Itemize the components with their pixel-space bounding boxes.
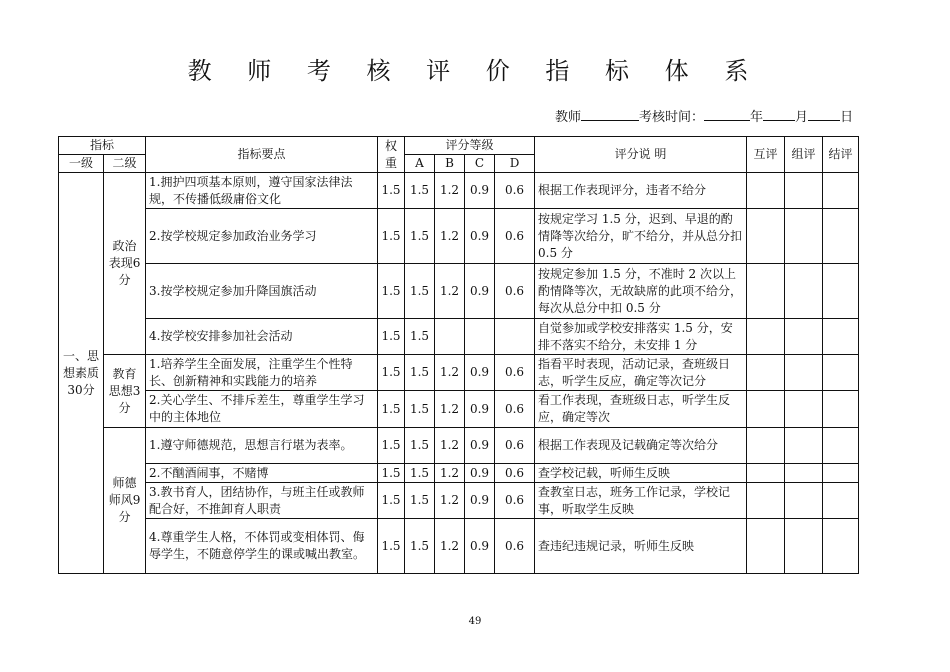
explain-cell: 按规定参加 1.5 分，不准时 2 次以上酌情降等次，无故缺席的此项不给分，每次从总分中扣 0.5 分 — [535, 264, 747, 319]
grade-a-cell: 1.5 — [405, 173, 435, 209]
page-number: 49 — [468, 616, 482, 627]
table-row — [59, 483, 859, 519]
grade-a-cell: 1.5 — [405, 428, 435, 464]
year-blank — [704, 108, 750, 121]
group-review-cell[interactable] — [785, 319, 823, 355]
group-review-cell[interactable] — [785, 391, 823, 428]
weight-cell: 1.5 — [378, 264, 405, 319]
grade-d-cell: 0.6 — [495, 519, 535, 574]
final-review-cell[interactable] — [823, 173, 859, 209]
grade-a-cell: 1.5 — [405, 391, 435, 428]
group-review-cell[interactable] — [785, 483, 823, 519]
grade-d-cell: 0.6 — [495, 209, 535, 264]
grade-d-cell: 0.6 — [495, 355, 535, 391]
grade-b-cell: 1.2 — [435, 391, 465, 428]
key-point: 1.拥护四项基本原则，遵守国家法律法规，不传播低级庸俗文化 — [146, 173, 378, 209]
table-row — [59, 209, 859, 264]
final-review-cell[interactable] — [823, 355, 859, 391]
weight-cell: 1.5 — [378, 209, 405, 264]
assessment-meta — [555, 108, 853, 126]
header-peer-review: 互评 — [747, 137, 785, 173]
key-point: 4.按学校安排参加社会活动 — [146, 319, 378, 355]
grade-a-cell: 1.5 — [405, 483, 435, 519]
grade-b-cell: 1.2 — [435, 209, 465, 264]
key-point: 2.按学校规定参加政治业务学习 — [146, 209, 378, 264]
weight-cell: 1.5 — [378, 464, 405, 483]
table-row — [59, 319, 859, 355]
level2-category: 师德师风9分 — [104, 428, 146, 574]
explain-cell: 查教室日志，班务工作记录，学校记事，听取学生反映 — [535, 483, 747, 519]
grade-c-cell: 0.9 — [465, 519, 495, 574]
explain-cell: 根据工作表现及记载确定等次给分 — [535, 428, 747, 464]
day-blank — [808, 108, 840, 121]
teacher-label: 教师 — [555, 110, 582, 125]
grade-c-cell: 0.9 — [465, 355, 495, 391]
final-review-cell[interactable] — [823, 264, 859, 319]
peer-review-cell[interactable] — [747, 209, 785, 264]
header-group-review: 组评 — [785, 137, 823, 173]
grade-c-cell: 0.9 — [465, 391, 495, 428]
group-review-cell[interactable] — [785, 209, 823, 264]
explain-cell: 根据工作表现评分，违者不给分 — [535, 173, 747, 209]
page-title: 教 师 考 核 评 价 指 标 体 系 — [187, 57, 763, 85]
grade-a-cell: 1.5 — [405, 264, 435, 319]
evaluation-table — [58, 136, 859, 574]
grade-a-cell: 1.5 — [405, 355, 435, 391]
peer-review-cell[interactable] — [747, 464, 785, 483]
weight-cell: 1.5 — [378, 391, 405, 428]
weight-cell: 1.5 — [378, 428, 405, 464]
peer-review-cell[interactable] — [747, 428, 785, 464]
final-review-cell[interactable] — [823, 519, 859, 574]
explain-cell: 查违纪违规记录，听师生反映 — [535, 519, 747, 574]
grade-c-cell: 0.9 — [465, 428, 495, 464]
grade-c-cell: 0.9 — [465, 173, 495, 209]
table-row — [59, 428, 859, 464]
grade-c-cell — [465, 319, 495, 355]
explain-cell: 查学校记载，听师生反映 — [535, 464, 747, 483]
grade-d-cell: 0.6 — [495, 391, 535, 428]
grade-a-cell: 1.5 — [405, 464, 435, 483]
level2-category: 政治表现6分 — [104, 173, 146, 355]
header-grade-a: A — [405, 155, 435, 173]
final-review-cell[interactable] — [823, 209, 859, 264]
grade-d-cell: 0.6 — [495, 264, 535, 319]
weight-cell: 1.5 — [378, 519, 405, 574]
header-grade-c: C — [465, 155, 495, 173]
grade-d-cell: 0.6 — [495, 173, 535, 209]
grade-c-cell: 0.9 — [465, 483, 495, 519]
peer-review-cell[interactable] — [747, 355, 785, 391]
header-level2: 二级 — [104, 155, 146, 173]
table-row — [59, 173, 859, 209]
table-row — [59, 464, 859, 483]
group-review-cell[interactable] — [785, 173, 823, 209]
header-grade-b: B — [435, 155, 465, 173]
level2-category: 教育思想3分 — [104, 355, 146, 428]
grade-b-cell: 1.2 — [435, 464, 465, 483]
grade-b-cell: 1.2 — [435, 173, 465, 209]
key-point: 3.教书育人，团结协作，与班主任或教师配合好，不推卸育人职责 — [146, 483, 378, 519]
final-review-cell[interactable] — [823, 428, 859, 464]
group-review-cell[interactable] — [785, 519, 823, 574]
header-explain: 评分说 明 — [535, 137, 747, 173]
grade-b-cell: 1.2 — [435, 483, 465, 519]
day-label: 日 — [840, 110, 854, 125]
month-label: 月 — [795, 110, 809, 125]
grade-b-cell — [435, 319, 465, 355]
key-point: 4.尊重学生人格，不体罚或变相体罚、侮辱学生，不随意停学生的课或喊出教室。 — [146, 519, 378, 574]
peer-review-cell[interactable] — [747, 319, 785, 355]
weight-cell: 1.5 — [378, 355, 405, 391]
key-point: 2.不酗酒闹事，不赌博 — [146, 464, 378, 483]
table-row — [59, 264, 859, 319]
grade-b-cell: 1.2 — [435, 428, 465, 464]
peer-review-cell[interactable] — [747, 391, 785, 428]
level1-category: 一、思想素质30分 — [59, 173, 104, 574]
final-review-cell[interactable] — [823, 483, 859, 519]
table-row — [59, 355, 859, 391]
grade-c-cell: 0.9 — [465, 264, 495, 319]
grade-d-cell — [495, 319, 535, 355]
peer-review-cell[interactable] — [747, 519, 785, 574]
grade-a-cell: 1.5 — [405, 319, 435, 355]
grade-a-cell: 1.5 — [405, 209, 435, 264]
grade-b-cell: 1.2 — [435, 355, 465, 391]
grade-d-cell: 0.6 — [495, 464, 535, 483]
grade-b-cell: 1.2 — [435, 264, 465, 319]
peer-review-cell[interactable] — [747, 173, 785, 209]
header-key-points: 指标要点 — [146, 137, 378, 173]
key-point: 1.培养学生全面发展，注重学生个性特长、创新精神和实践能力的培养 — [146, 355, 378, 391]
explain-cell: 看工作表现，查班级日志，听学生反应，确定等次 — [535, 391, 747, 428]
final-review-cell[interactable] — [823, 391, 859, 428]
weight-cell: 1.5 — [378, 319, 405, 355]
time-label: 考核时间： — [639, 110, 705, 125]
key-point: 3.按学校规定参加升降国旗活动 — [146, 264, 378, 319]
explain-cell: 指看平时表现，活动记录，查班级日志，听学生反应，确定等次记分 — [535, 355, 747, 391]
key-point: 2.关心学生、不排斥差生，尊重学生学习中的主体地位 — [146, 391, 378, 428]
header-grade-d: D — [495, 155, 535, 173]
header-final-review: 结评 — [823, 137, 859, 173]
weight-cell: 1.5 — [378, 173, 405, 209]
group-review-cell[interactable] — [785, 264, 823, 319]
final-review-cell[interactable] — [823, 319, 859, 355]
grade-c-cell: 0.9 — [465, 464, 495, 483]
header-indicator: 指标 — [59, 137, 146, 155]
group-review-cell[interactable] — [785, 464, 823, 483]
header-level1: 一级 — [59, 155, 104, 173]
key-point: 1.遵守师德规范，思想言行堪为表率。 — [146, 428, 378, 464]
header-weight: 权重 — [378, 137, 405, 173]
header-grade: 评分等级 — [405, 137, 535, 155]
group-review-cell[interactable] — [785, 355, 823, 391]
peer-review-cell[interactable] — [747, 264, 785, 319]
group-review-cell[interactable] — [785, 428, 823, 464]
grade-b-cell: 1.2 — [435, 519, 465, 574]
grade-a-cell: 1.5 — [405, 519, 435, 574]
table-row — [59, 519, 859, 574]
grade-c-cell: 0.9 — [465, 209, 495, 264]
weight-cell: 1.5 — [378, 483, 405, 519]
grade-d-cell: 0.6 — [495, 428, 535, 464]
month-blank — [763, 108, 795, 121]
explain-cell: 自觉参加或学校安排落实 1.5 分，安排不落实不给分，未安排 1 分 — [535, 319, 747, 355]
year-label: 年 — [750, 110, 764, 125]
teacher-blank — [581, 108, 639, 121]
explain-cell: 按规定学习 1.5 分，迟到、早退的酌情降等次给分，旷不给分，并从总分扣 0.5 分 — [535, 209, 747, 264]
table-row — [59, 391, 859, 428]
grade-d-cell: 0.6 — [495, 483, 535, 519]
peer-review-cell[interactable] — [747, 483, 785, 519]
final-review-cell[interactable] — [823, 464, 859, 483]
